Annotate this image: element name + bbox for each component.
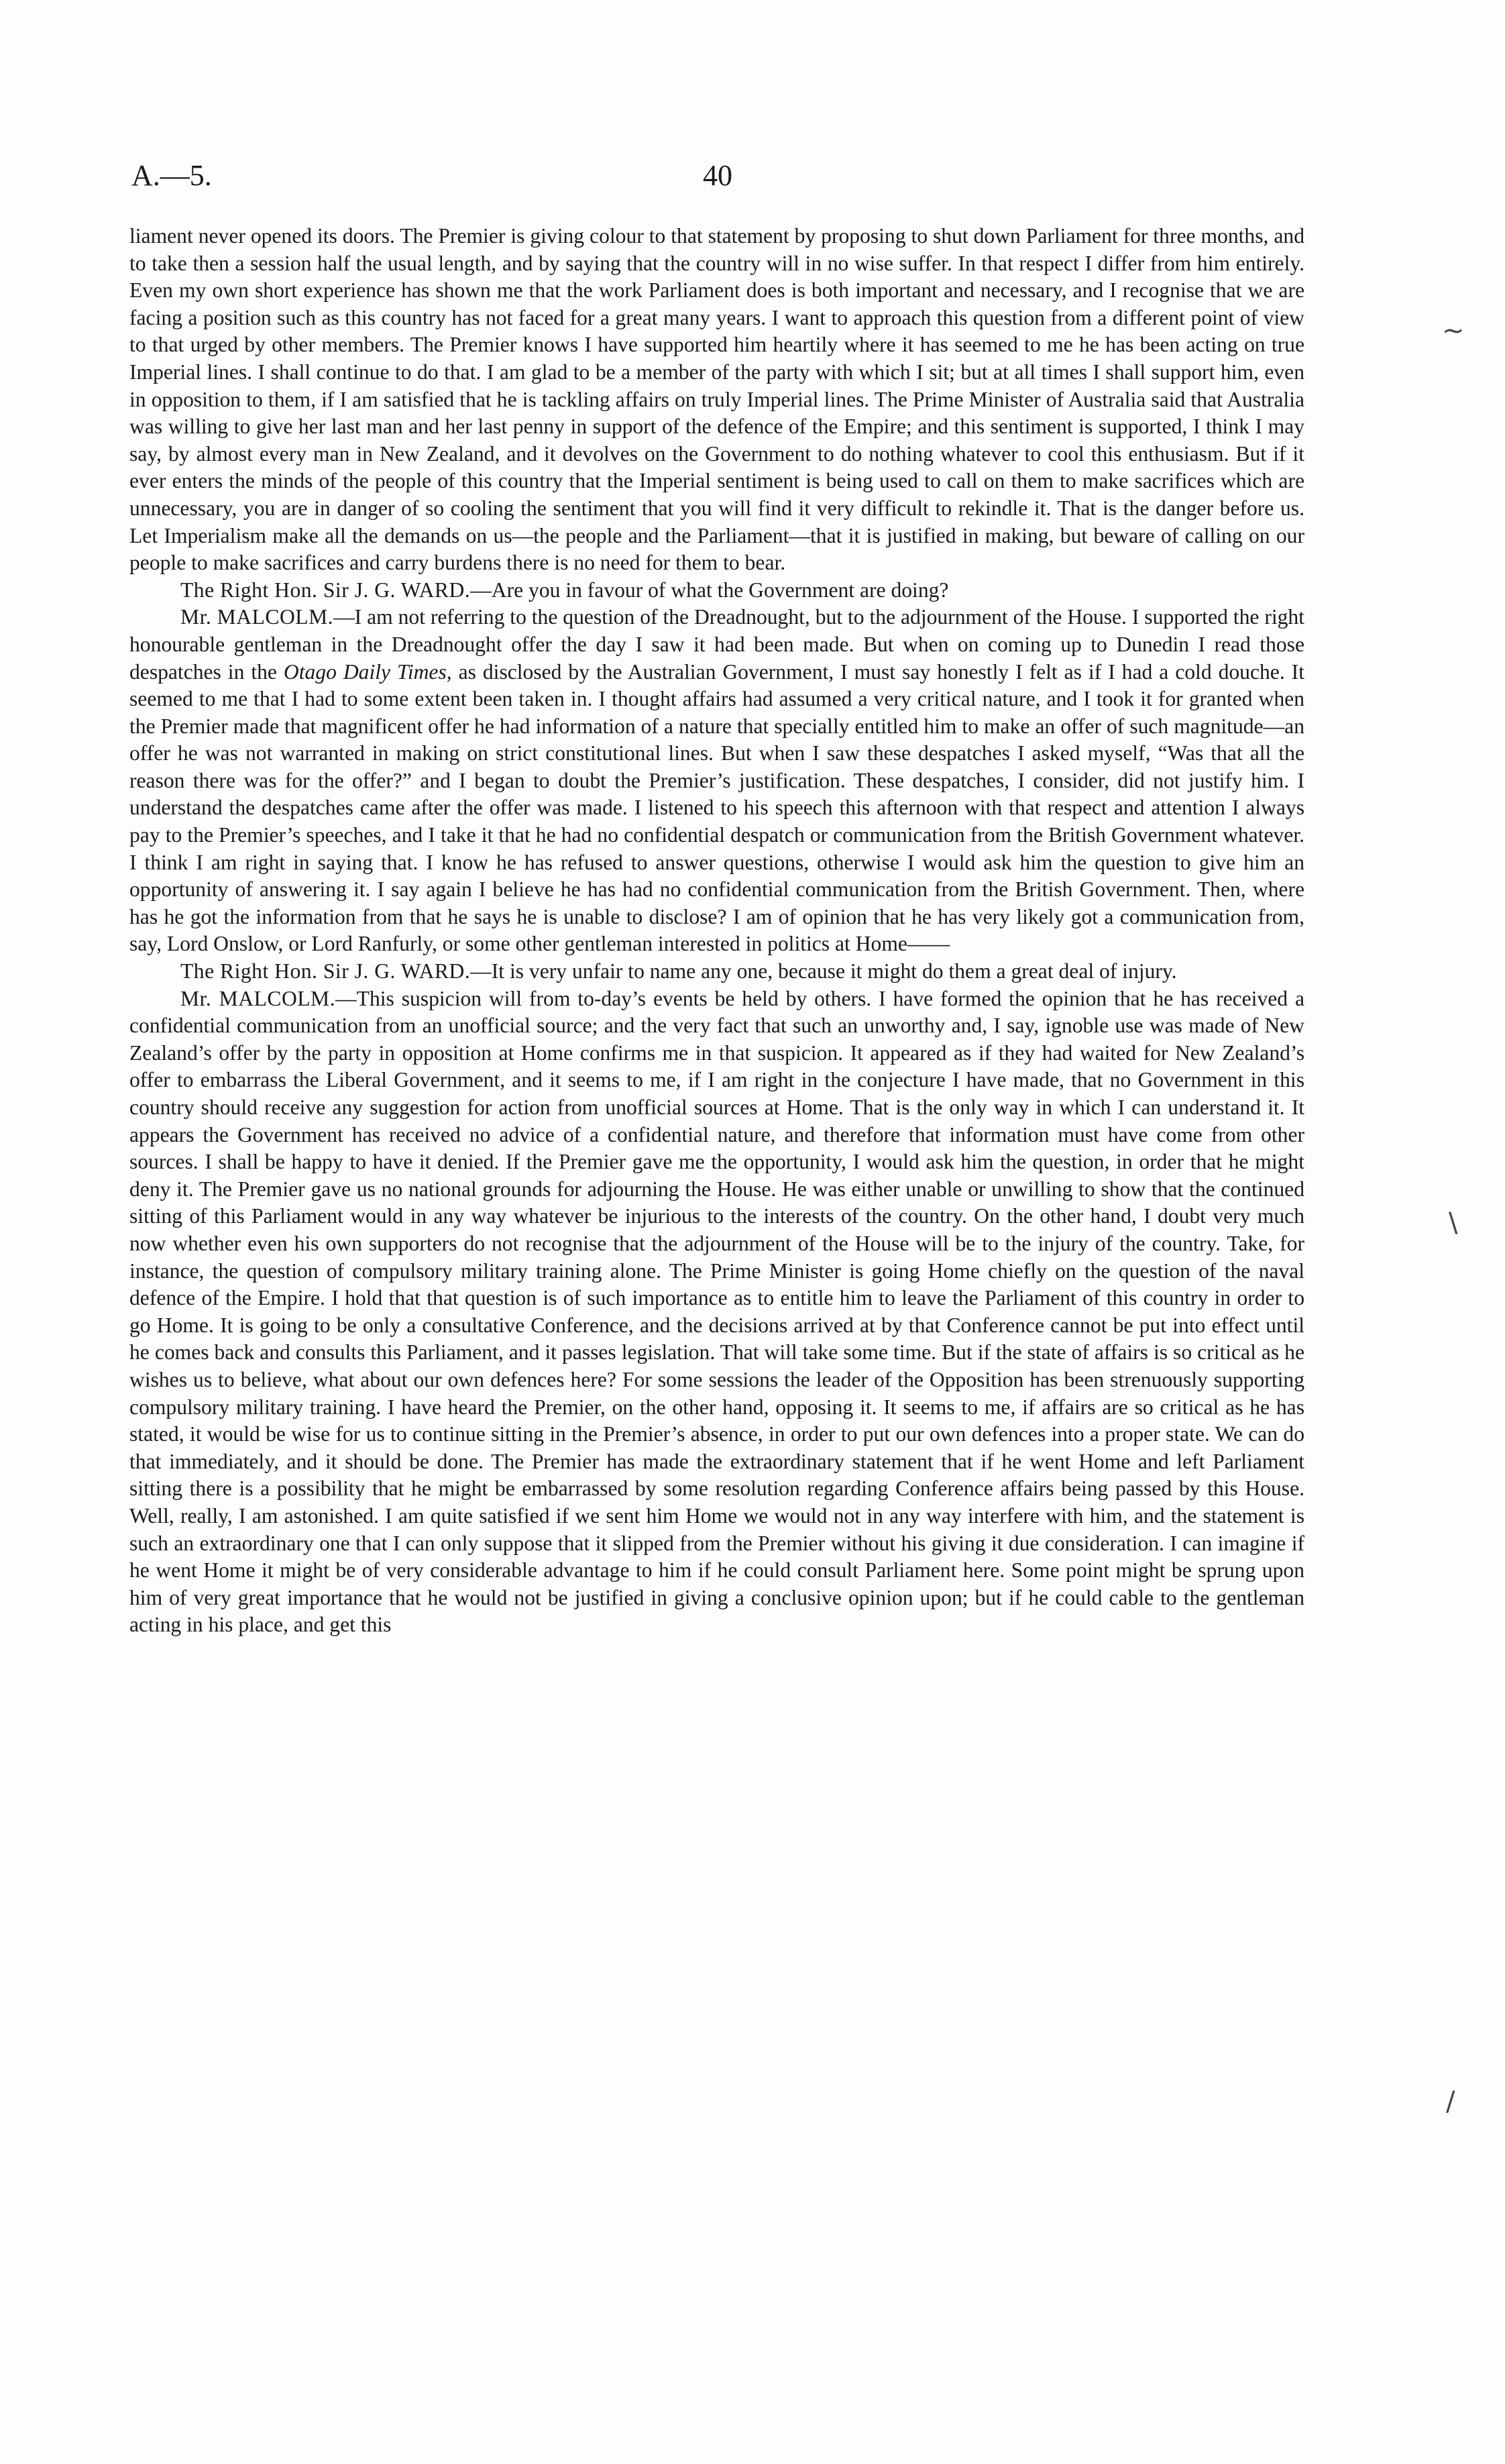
paragraph-text: liament never opened its doors. The Premier is giving colour to that statement by proposing to shut down Parliament for three months, and to take then a session half the usual length, and by saying that the country will in no wise suffer. In that respect I differ from him entirely. Even my own short experience has shown me that the work Parliament does is both important and necessary, and I recognise that we are facing a position such as this country has not faced for a great many years. I want to approach this question from a different point of view to that urged by other members. The Premier knows I have supported him heartily where it has seemed to me he has been acting on true Imperial lines. I shall continue to do that. I am glad to be a member of the party with which I sit; but at all times I shall support him, even in opposition to them, if I am satisfied that he is tackling affairs on truly Imperial lines. The Prime Minister of Australia said that Australia was willing to give her last man and her last penny in support of the defence of the Empire; and this sentiment is supported, I think I may say, by almost every man in New Zealand, and it devolves on the Government to do nothing whatever to cool this enthusiasm. But if it ever enters the minds of the people of this country that the Imperial sentiment is being used to call on them to make sacrifices which are unnecessary, you are in danger of so cooling the sentiment that you will find it very difficult to rekindle it. That is the danger before us. Let Imperialism make all the demands on us—the people and the Parliament—that it is justified in making, but beware of calling on our people to make sacrifices and carry burdens there is no need for them to bear. — [129, 224, 1304, 575]
margin-pencil-mark: \ — [1449, 1208, 1458, 1238]
speaker-name: The Right Hon. Sir J. G. WARD. — [180, 578, 471, 602]
page-number: 40 — [703, 159, 732, 192]
paragraph-text: —Are you in favour of what the Government are doing? — [470, 578, 949, 602]
paragraph-ward-interjection — [129, 577, 1304, 604]
speaker-name: The Right Hon. Sir J. G. WARD. — [180, 959, 471, 983]
paragraph-text-continued: as disclosed by the Australian Government, I must say honestly I felt as if I had a cold douche. It seemed to me that I had to some extent been taken in. I thought affairs had assumed a very critical nature, and I took it for granted when the Premier made that magnificent offer he had information of a nature that specially entitled him to make an offer of such magnitude—an offer he was not warranted in making on strict constitutional lines. But when I saw these despatches I asked myself, “Was that all the reason there was for the offer?” and I began to doubt the Premier’s justification. These despatches, I consider, did not justify him. I understand the despatches came after the offer was made. I listened to his speech this afternoon with that respect and attention I always pay to the Premier’s speeches, and I take it that he had no confidential despatch or communication from the British Government whatever. I think I am right in saying that. I know he has refused to answer questions, otherwise I would ask him the question to give him an opportunity of answering it. I say again I believe he has had no confidential communication from the British Government. Then, where has he got the information from that he says he is unable to disclose? I am of opinion that he has very likely got a communication from, say, Lord Onslow, or Lord Ranfurly, or some other gentleman interested in politics at Home—— — [129, 659, 1304, 956]
paragraph-text: —I am not referring to the question of the Dreadnought, but to the adjournment of the House. I supported the right honourable gentleman in the Dreadnought offer the day I saw it had been made. But when on coming up to Dunedin I read those despatches in the — [129, 605, 1304, 684]
speaker-name: Mr. MALCOLM. — [180, 605, 334, 629]
paragraph-malcolm-continues — [129, 985, 1304, 1639]
margin-pencil-mark: ~ — [1442, 315, 1465, 346]
speaker-name: Mr. MALCOLM. — [180, 986, 336, 1010]
newspaper-title: Otago Daily Times, — [283, 659, 452, 684]
body-text — [129, 223, 1304, 1639]
paragraph-malcolm-reply — [129, 604, 1304, 958]
paragraph-ward-objection — [129, 958, 1304, 985]
paragraph-text: —This suspicion will from to-day’s events be held by others. I have formed the opinion that he has received a confidential communication from an unofficial source; and the very fact that such an unworthy and, I say, ignoble use was made of New Zealand’s offer by the party in opposition at Home confirms me in that suspicion. It appeared as if they had waited for New Zealand’s offer to embarrass the Liberal Government, and it seems to me, if I am right in the conjecture I have made, that no Government in this country should receive any suggestion for action from unofficial sources at Home. That is the only way in which I can understand it. It appears the Government has received no advice of a confidential nature, and therefore that information must have come from other sources. I shall be happy to have it denied. If the Premier gave me the opportunity, I would ask him the question, in order that he might deny it. The Premier gave us no national grounds for adjourning the House. He was either unable or unwilling to show that the continued sitting of this Parliament would in any way whatever be injurious to the interests of the country. On the other hand, I doubt very much now whether even his own supporters do not recognise that the adjournment of the House will be to the injury of the country. Take, for instance, the question of compulsory military training alone. The Prime Minister is going Home chiefly on the question of the naval defence of the Empire. I hold that that question is of such importance as to entitle him to leave the Parliament of this country in order to go Home. It is going to be only a consultative Conference, and the decisions arrived at by that Conference cannot be put into effect until he comes back and consults this Parliament, and it passes legislation. That will take some time. But if the state of affairs is so critical as he wishes us to believe, what about our own defences here? For some sessions the leader of the Opposition has been strenuously supporting compulsory military training. I have heard the Premier, on the other hand, opposing it. It seems to me, if affairs are so critical as he has stated, it would be wise for us to continue sitting in the Premier’s absence, in order to put our own defences into a proper state. We can do that immediately, and it should be done. The Premier has made the extraordinary statement that if he went Home and left Parliament sitting there is a possibility that he might be embarrassed by some resolution regarding Conference affairs being passed by this House. Well, really, I am astonished. I am quite satisfied if we sent him Home we would not in any way interfere with him, and the statement is such an extraordinary one that I can only suppose that it slipped from the Premier without his giving it due consideration. I can imagine if he went Home it might be of very considerable advantage to him if he could consult Parliament here. Some point might be sprung upon him of very great importance that he would not be justified in giving a conclusive opinion upon; but if he could cable to the gentleman acting in his place, and get this — [129, 986, 1304, 1637]
paragraph-continuation — [129, 223, 1304, 577]
paragraph-text: —It is very unfair to name any one, because it might do them a great deal of injury. — [470, 959, 1177, 983]
document-reference: A.—5. — [131, 159, 212, 192]
page-header — [131, 158, 1312, 199]
margin-pencil-mark: / — [1446, 2086, 1455, 2117]
